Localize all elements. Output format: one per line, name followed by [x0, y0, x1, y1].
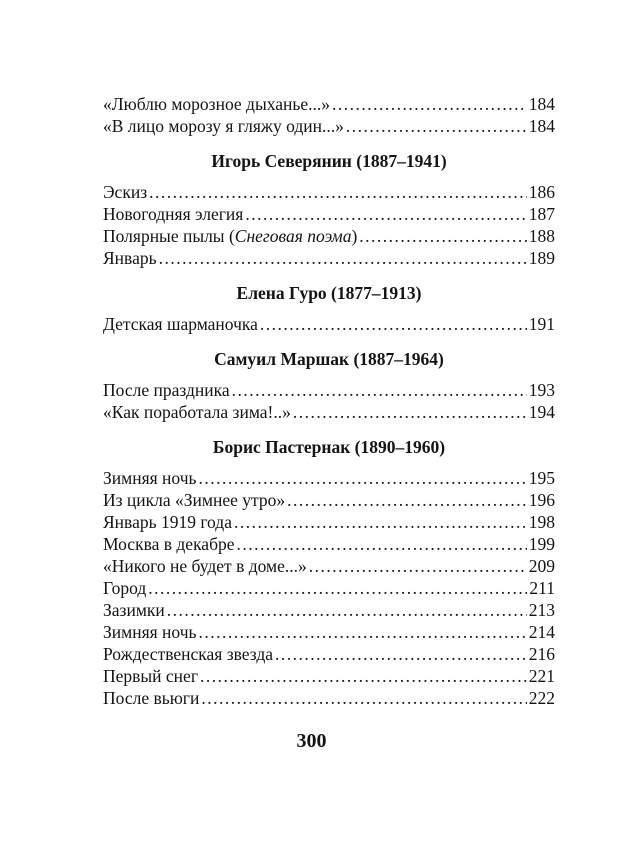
entry-title: После вьюги: [103, 688, 200, 708]
entry-title: «Как поработала зима!..»: [103, 402, 291, 422]
dot-leader: [201, 687, 526, 709]
dot-leader: [275, 643, 527, 665]
toc-entry: [103, 181, 555, 203]
dot-leader: [149, 181, 527, 203]
toc-entry: [103, 225, 555, 247]
entry-title: Январь 1919 года: [103, 512, 232, 532]
toc-entry: [103, 555, 555, 577]
toc-entry: [103, 247, 555, 269]
entry-page-number: 186: [528, 182, 555, 202]
entry-title: Первый снег: [103, 666, 198, 686]
author-heading: Самуил Маршак (1887–1964): [214, 349, 444, 369]
entry-page-number: 198: [528, 512, 555, 532]
entry-page-number: 188: [528, 226, 555, 246]
entry-page-number: 209: [528, 556, 555, 576]
entry-page-number: 196: [528, 490, 555, 510]
entry-page-number: 184: [528, 116, 555, 136]
toc-entry: [103, 379, 555, 401]
dot-leader: [237, 533, 527, 555]
toc-entry: [103, 313, 555, 335]
toc-entry: [103, 203, 555, 225]
entry-page-number: 195: [528, 468, 555, 488]
entry-title: Зимняя ночь: [103, 622, 197, 642]
entry-title: «Никого не будет в доме...»: [103, 556, 307, 576]
entry-page-number: 213: [528, 600, 555, 620]
entry-title: Рождественская звезда: [103, 644, 274, 664]
dot-leader: [293, 401, 527, 423]
entry-page-number: 214: [528, 622, 555, 642]
dot-leader: [309, 555, 527, 577]
toc-entry: [103, 599, 555, 621]
dot-leader: [287, 489, 527, 511]
entry-page-number: 191: [528, 314, 555, 334]
entry-title: Из цикла «Зимнее утро»: [103, 490, 286, 510]
entry-page-number: 193: [528, 380, 555, 400]
dot-leader: [346, 115, 527, 137]
dot-leader: [167, 599, 527, 621]
dot-leader: [200, 665, 527, 687]
dot-leader: [159, 247, 527, 269]
dot-leader: [234, 511, 527, 533]
page-number: 300: [296, 730, 327, 752]
dot-leader: [232, 379, 527, 401]
entry-title: Город: [103, 578, 147, 598]
author-heading: Игорь Северянин (1887–1941): [211, 151, 447, 171]
toc-entry: [103, 489, 555, 511]
dot-leader: [359, 225, 526, 247]
entry-title: «Люблю морозное дыханье...»: [103, 94, 330, 114]
entry-page-number: 187: [528, 204, 555, 224]
author-heading: Елена Гуро (1877–1913): [236, 283, 422, 303]
author-heading: Борис Пастернак (1890–1960): [212, 437, 446, 457]
entry-page-number: 199: [528, 534, 555, 554]
toc-entry: [103, 533, 555, 555]
dot-leader: [332, 93, 527, 115]
entry-title-italic: Снеговая поэма: [234, 226, 352, 246]
entry-title: Зазимки: [103, 600, 165, 620]
entry-title: «В лицо морозу я гляжу один...»: [103, 116, 344, 136]
toc-entry: [103, 511, 555, 533]
entry-title: Эскиз: [103, 182, 148, 202]
table-of-contents: [103, 93, 555, 709]
entry-title: Январь: [103, 248, 157, 268]
toc-entry: [103, 621, 555, 643]
entry-page-number: 222: [528, 688, 555, 708]
toc-entry: [103, 643, 555, 665]
entry-title: После праздника: [103, 380, 230, 400]
dot-leader: [148, 577, 527, 599]
toc-entry: [103, 467, 555, 489]
toc-entry: [103, 401, 555, 423]
toc-entry: [103, 577, 555, 599]
entry-page-number: 211: [529, 578, 555, 598]
dot-leader: [199, 467, 527, 489]
dot-leader: [260, 313, 527, 335]
toc-entry: [103, 115, 555, 137]
dot-leader: [199, 621, 527, 643]
entry-title: Полярные пылы (Снеговая поэма): [103, 226, 358, 246]
toc-entry: [103, 665, 555, 687]
entry-page-number: 221: [528, 666, 555, 686]
entry-page-number: 189: [528, 248, 555, 268]
entry-title: Новогодняя элегия: [103, 204, 244, 224]
entry-page-number: 184: [528, 94, 555, 114]
entry-page-number: 216: [528, 644, 555, 664]
entry-page-number: 194: [528, 402, 555, 422]
toc-entry: [103, 687, 555, 709]
entry-title: Детская шарманочка: [103, 314, 258, 334]
entry-title: Москва в декабре: [103, 534, 235, 554]
toc-entry: [103, 93, 555, 115]
dot-leader: [245, 203, 526, 225]
entry-title: Зимняя ночь: [103, 468, 197, 488]
